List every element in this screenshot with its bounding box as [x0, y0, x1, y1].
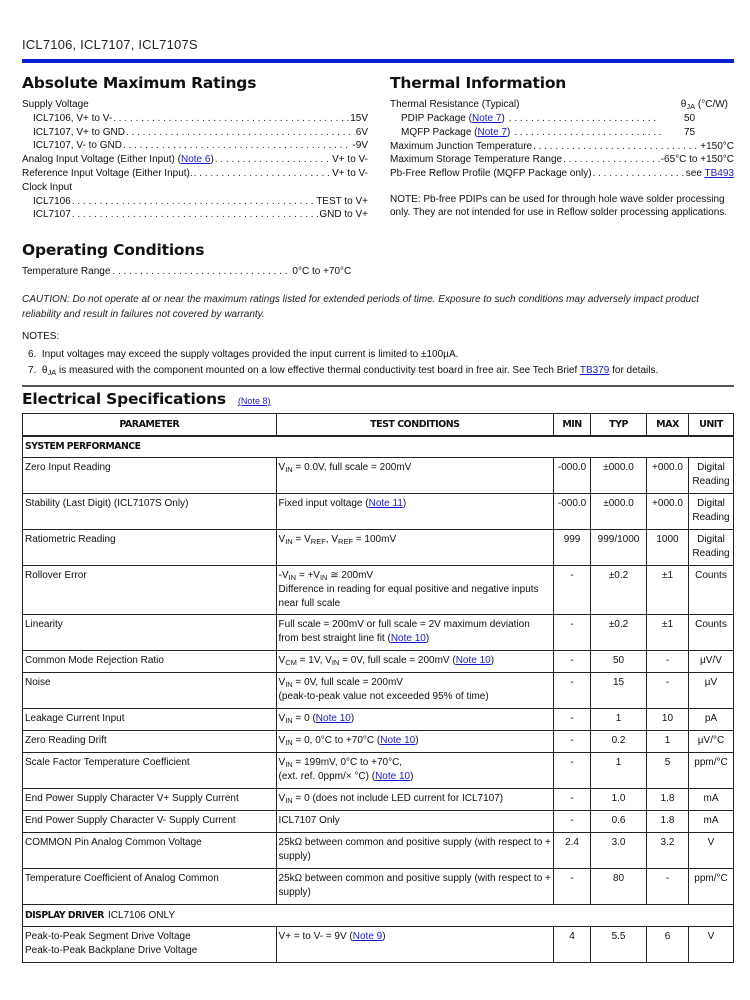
section-row-display-driver: DISPLAY DRIVER ICL7106 ONLY [23, 905, 734, 927]
table-row: Zero Reading Drift $V_{IN} = 0$, 0°C to +70°C (Note 10) - 0.2 1 µV/°C [23, 731, 734, 753]
note-7-link[interactable]: Note 7 [471, 113, 502, 124]
thermal-information-title: Thermal Information [390, 74, 567, 92]
table-row: Zero Input Reading $V_{IN} = 0.0V$, full scale = 200mV -000.0 ±000.0 +000.0 Digital Reading [23, 458, 734, 494]
note-item-6: 6. Input voltages may exceed the supply voltages provided the input current is limited to ±100µA. [28, 349, 459, 360]
note-8-link[interactable]: (Note 8) [237, 396, 271, 406]
theta-ja-unit: $\theta_{JA}$ (°C/W) [680, 99, 728, 111]
note-11-link[interactable]: Note 11 [368, 498, 403, 509]
table-row: End Power Supply Character V+ Supply Current $V_{IN} = 0$ (does not include LED current for ICL7107) - 1.0 1.8 mA [23, 789, 734, 811]
column-header-test-conditions: TEST CONDITIONS [276, 414, 554, 436]
note-7-link[interactable]: Note 7 [477, 126, 507, 138]
package-row: PDIP Package ( Note 7 ) . . . 50 [390, 112, 734, 126]
table-row: Ratiometric Reading $V_{IN} = V_{REF}$, $V_{REF} = 100mV$ 999 999/1000 1000 Digital Reading [23, 530, 734, 566]
thermal-resistance-header: Thermal Resistance (Typical) $\theta_{JA}$ (°C/W) [390, 98, 734, 112]
thermal-row: Maximum Junction Temperature . . . +150°C [390, 140, 734, 154]
section-row-system-performance: SYSTEM PERFORMANCE [23, 436, 734, 458]
supply-voltage-label: Supply Voltage [22, 99, 89, 110]
column-header-max: MAX [647, 414, 689, 436]
note-10-link[interactable]: Note 10 [380, 735, 416, 746]
rating-row: ICL7106 . . . TEST to V+ [22, 195, 368, 209]
note-9-link[interactable]: Note 9 [352, 931, 383, 942]
operating-conditions-section [22, 241, 382, 279]
column-header-min: MIN [554, 414, 591, 436]
note-10-link[interactable]: Note 10 [375, 770, 411, 782]
rating-row: ICL7107, V+ to GND . . . 6V [22, 126, 368, 140]
table-row: Leakage Current Input $V_{IN} = 0$ (Note 10) - 1 10 pA [23, 709, 734, 731]
table-header-row [23, 414, 734, 436]
table-row: COMMON Pin Analog Common Voltage 25kΩ between common and positive supply (with respect to + supply) 2.4 3.0 3.2 V [23, 833, 734, 869]
note-10-link[interactable]: Note 10 [455, 655, 491, 666]
rating-row: Analog Input Voltage (Either Input) (Note 6) . . . V+ to V- [22, 153, 368, 167]
operating-conditions-title: Operating Conditions [22, 241, 205, 259]
temperature-range-row: Temperature Range . . . 0°C to +70°C [22, 265, 382, 279]
tb493-link[interactable]: TB493 [704, 168, 734, 180]
caution-text: CAUTION: Do not operate at or near the maximum ratings listed for extended periods of time. Exposure to such conditions may adversely impact product reliability and result in failures not covered by warranty. [22, 294, 699, 320]
table-row: Stability (Last Digit) (ICL7107S Only) Fixed input voltage (Note 11) -000.0 ±000.0 +000.0 Digital Reading [23, 494, 734, 530]
electrical-specifications-title: Electrical Specifications [22, 390, 226, 408]
section-divider [22, 385, 734, 387]
table-row: Noise $V_{IN} = 0V$, full scale = 200mV (peak-to-peak value not exceeded 95% of time) - 15 - µV [23, 673, 734, 709]
table-row: Scale Factor Temperature Coefficient $V_{IN} = 199mV$, 0°C to +70°C, (ext. ref. 0ppm/× °C) (Note 10) - 1 5 ppm/°C [23, 753, 734, 789]
table-row: Common Mode Rejection Ratio $V_{CM} = 1V$, $V_{IN} = 0V$, full scale = 200mV (Note 10) - 50 - µV/V [23, 651, 734, 673]
document-header-title: ICL7106, ICL7107, ICL7107S [22, 37, 198, 52]
note-6-link[interactable]: Note 6 [181, 154, 211, 166]
rating-row: ICL7107 . . . GND to V+ [22, 208, 368, 222]
note-item-7: 7. $\theta_{JA}$ is measured with the component mounted on a low effective thermal conductivity test board in free air. See Tech Brief TB379 for details. [28, 364, 659, 377]
rating-row: Reference Input Voltage (Either Input). . . . V+ to V- [22, 167, 368, 181]
thermal-information-section [390, 74, 734, 220]
electrical-specifications-table [22, 413, 734, 963]
table-row: Rollover Error $-V_{IN} = +V_{IN}$ ≅ 200mV Difference in reading for equal positive and negative inputs near full scale - ±0.2 ±1 Counts [23, 566, 734, 615]
column-header-typ: TYP [591, 414, 647, 436]
note-10-link[interactable]: Note 10 [315, 713, 351, 724]
thermal-row: Pb-Free Reflow Profile (MQFP Package only) . . . see TB493 [390, 167, 734, 181]
header-divider-bar [22, 59, 734, 63]
notes-section [22, 330, 737, 378]
table-row: End Power Supply Character V- Supply Current ICL7107 Only - 0.6 1.8 mA [23, 811, 734, 833]
column-header-unit: UNIT [688, 414, 733, 436]
pb-free-note: NOTE: Pb-free PDIPs can be used for through hole wave solder processing only. They are not intended for use in Reflow solder processing applications. [390, 193, 728, 219]
rating-row: ICL7106, V+ to V- . . . 15V [22, 112, 368, 126]
absolute-maximum-ratings-title: Absolute Maximum Ratings [22, 74, 257, 92]
clock-input-label: Clock Input [22, 181, 73, 193]
tb379-link[interactable]: TB379 [579, 364, 610, 376]
rating-row: ICL7107, V- to GND . . . -9V [22, 139, 368, 153]
absolute-maximum-ratings-section [22, 74, 368, 222]
notes-title: NOTES: [22, 331, 60, 342]
note-10-link[interactable]: Note 10 [390, 632, 426, 644]
table-row: Temperature Coefficient of Analog Common 25kΩ between common and positive supply (with respect to + supply) - 80 - ppm/°C [23, 869, 734, 905]
table-row: Linearity Full scale = 200mV or full scale = 2V maximum deviation from best straight line fit (Note 10) - ±0.2 ±1 Counts [23, 615, 734, 651]
column-header-parameter: PARAMETER [23, 414, 277, 436]
table-row: Peak-to-Peak Segment Drive Voltage Peak-to-Peak Backplane Drive Voltage V+ = to V- = 9V (Note 9) 4 5.5 6 V [23, 927, 734, 963]
electrical-specifications-heading [22, 390, 270, 408]
thermal-row: Maximum Storage Temperature Range . . . -65°C to +150°C [390, 153, 734, 167]
package-row: MQFP Package ( Note 7 ) . . . 75 [390, 126, 734, 140]
